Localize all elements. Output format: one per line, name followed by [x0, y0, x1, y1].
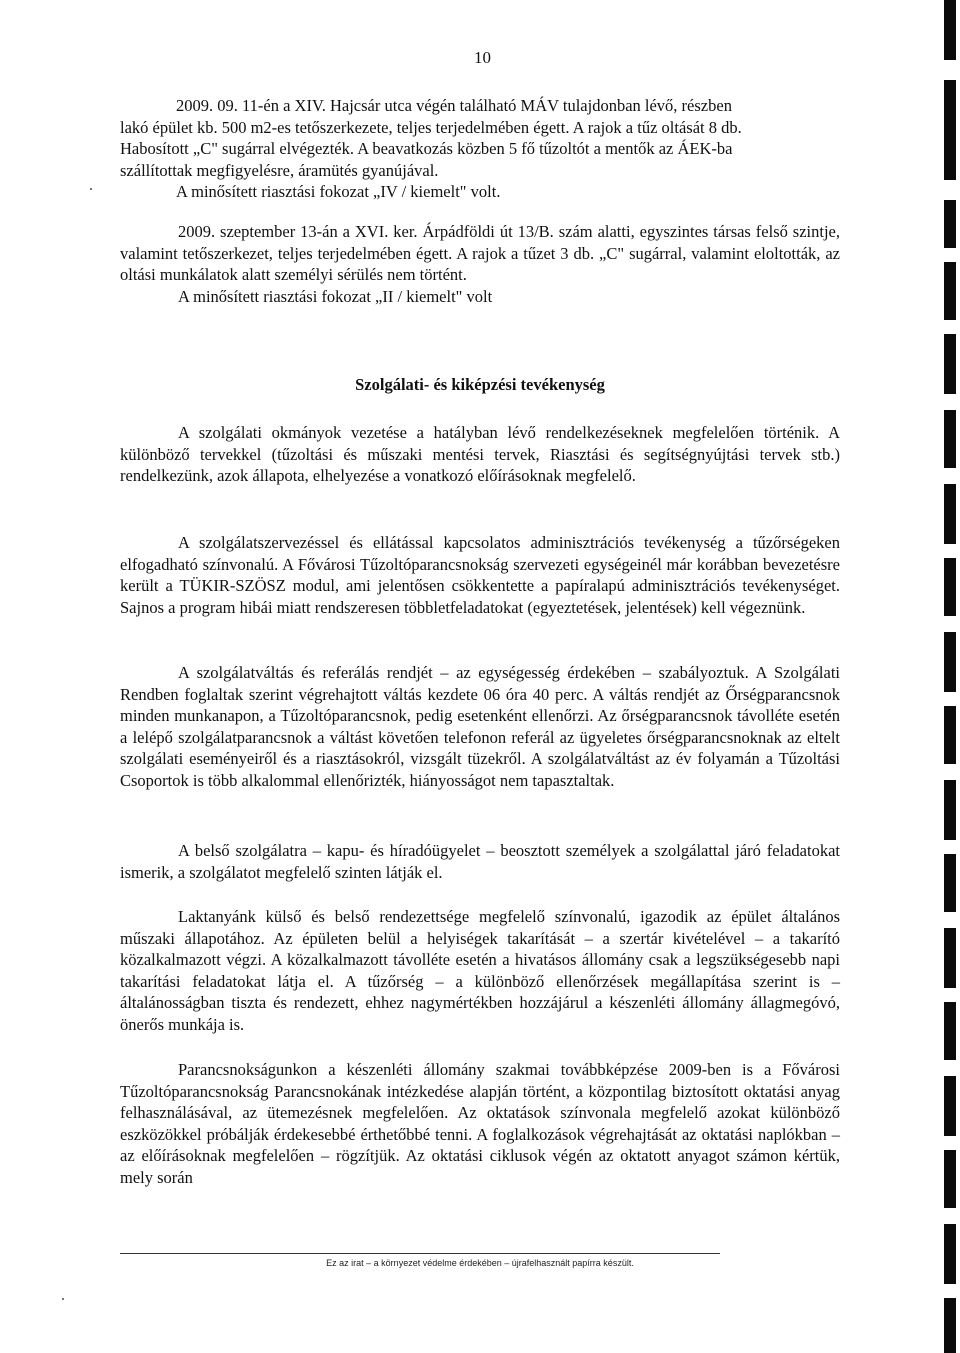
incident-1-line: Habosított „C" sugárral elvégezték. A beavatkozás közben 5 fő tűzoltót a mentők az ÁEK-ba — [120, 139, 733, 158]
paragraph: A szolgálati okmányok vezetése a hatályban lévő rendelkezéseknek megfelelően történik. A különböző tervekkel (tűzoltási és műszaki mentési tervek, Riasztási és segítségnyújtási tervek stb.) rendelkezünk, azok állapota, elhelyezése a vonatkozó előírásoknak megfelelő. — [120, 423, 840, 485]
scan-mark — [944, 410, 956, 468]
scan-mark — [944, 1076, 956, 1136]
scan-mark — [944, 0, 956, 60]
body-paragraph-5 — [120, 906, 840, 1035]
scan-mark — [944, 632, 956, 692]
paragraph: Laktanyánk külső és belső rendezettsége megfelelő színvonalú, igazodik az épület általános műszaki állapotához. Az épületen belül a helyiségek takarítását – a szertár kivételével – a takarító közalkalmazott végzi. A közalkalmazott távolléte esetén a hivatásos állomány csak a legszükségesebb napi takarítási feladatokat látja el. A tűzőrség – a különböző ellenőrzések megállapítása szerint is – általánosságban tiszta és rendezett, ehhez nagymértékben hozzájárul a készenléti állomány állagmegóvó, önerős munkája is. — [120, 907, 840, 1034]
paragraph: A szolgálatváltás és referálás rendjét – az egységesség érdekében – szabályoztuk. A Szolgálati Rendben foglaltak szerint végrehajtott váltás kezdete 06 óra 40 perc. A váltás rendjét az Őrségparancsnok minden munkanapon, a Tűzoltóparancsnok, pedig esetenként ellenőrzi. Az őrségparancsnok távolléte esetén a lelépő szolgálatparancsnok a váltást követően telefonon referál az ügyeletes őrségparancsnoknak az eltelt szolgálati eseményeiről és a riasztásokról, vizsgált tüzekről. A szolgálatváltást az év folyamán a Tűzoltási Csoportok is több alkalommal ellenőrizték, hiányosságot nem tapasztaltak. — [120, 663, 840, 790]
incident-2-block — [120, 221, 840, 307]
body-paragraph-6 — [120, 1059, 840, 1188]
scan-mark — [944, 484, 956, 544]
scan-mark — [944, 334, 956, 394]
incident-2-text: 2009. szeptember 13-án a XVI. ker. Árpádföldi út 13/B. szám alatti, egyszintes társas felső szintje, valamint tetőszerkezet, teljes terjedelmében égett. A rajok a tűzet 3 db. „C" sugárral, valamint eloltották, az oltási munkálatok alatt személyi sérülés nem történt. — [120, 222, 840, 284]
section-heading: Szolgálati- és kiképzési tevékenység — [355, 375, 605, 394]
scan-mark — [944, 200, 956, 248]
scan-mark — [944, 1150, 956, 1208]
scan-mark — [944, 1298, 956, 1353]
scan-mark — [944, 706, 956, 764]
scan-mark — [944, 780, 956, 840]
scan-edge-artifacts — [930, 0, 960, 1353]
footer-rule — [120, 1253, 720, 1254]
incident-2-rating: A minősített riasztási fokozat „II / kiemelt" volt — [178, 286, 493, 306]
body-paragraph-1 — [120, 422, 840, 487]
incident-1-line: szállítottak megfigyelésre, áramütés gyanújával. — [120, 160, 439, 180]
scan-mark — [944, 558, 956, 616]
body-paragraph-3 — [120, 662, 840, 791]
scan-mark — [944, 1224, 956, 1284]
page-number: 10 — [474, 48, 491, 67]
scan-mark — [944, 1002, 956, 1060]
scan-speck — [62, 1298, 64, 1300]
body-paragraph-4 — [120, 840, 840, 883]
incident-1-block — [120, 95, 840, 203]
scan-mark — [944, 262, 956, 320]
scan-mark — [944, 80, 956, 180]
footer-note: Ez az irat – a környezet védelme érdekében – újrafelhasznált papírra készült. — [326, 1258, 634, 1268]
incident-1-rating: A minősített riasztási fokozat „IV / kiemelt" volt. — [176, 182, 501, 201]
paragraph: A szolgálatszervezéssel és ellátással kapcsolatos adminisztrációs tevékenység a tűzőrségeken elfogadható színvonalú. A Fővárosi Tűzoltóparancsnokság szervezeti egységeinél már korábban bevezetésre került a TÜKIR-SZÖSZ modul, ami jelentősen csökkentette a papíralapú adminisztrációs tevékenységet. Sajnos a program hibái miatt rendszeresen többletfeladatokat (egyeztetések, jelentések) kell végeznünk. — [120, 533, 840, 617]
scan-mark — [944, 854, 956, 912]
paragraph: Parancsnokságunkon a készenléti állomány szakmai továbbképzése 2009-ben is a Fővárosi Tűzoltóparancsnokság Parancsnokának intézkedése alapján történt, a központilag biztosított oktatási anyag felhasználásával, az ütemezésnek megfelelően. Az oktatások színvonala megfelelő azokat különböző eszközökkel próbálják érdekesebbé érthetőbbé tenni. A foglalkozások végrehajtását az oktatási naplókban – az előírásoknak megfelelően – rögzítjük. Az oktatási ciklusok végén az oktatott anyagot számon kértük, mely során — [120, 1060, 840, 1187]
incident-1-line: 2009. 09. 11-én a XIV. Hajcsár utca végén található MÁV tulajdonban lévő, részben — [176, 96, 732, 115]
paragraph: A belső szolgálatra – kapu- és híradóügyelet – beosztott személyek a szolgálattal járó feladatokat ismerik, a szolgálatot megfelelő szinten látják el. — [120, 841, 840, 882]
scan-mark — [944, 928, 956, 988]
body-paragraph-2 — [120, 532, 840, 618]
incident-1-line: lakó épület kb. 500 m2-es tetőszerkezete, teljes terjedelmében égett. A rajok a tűz oltását 8 db. — [120, 117, 742, 137]
scan-speck — [90, 188, 92, 190]
